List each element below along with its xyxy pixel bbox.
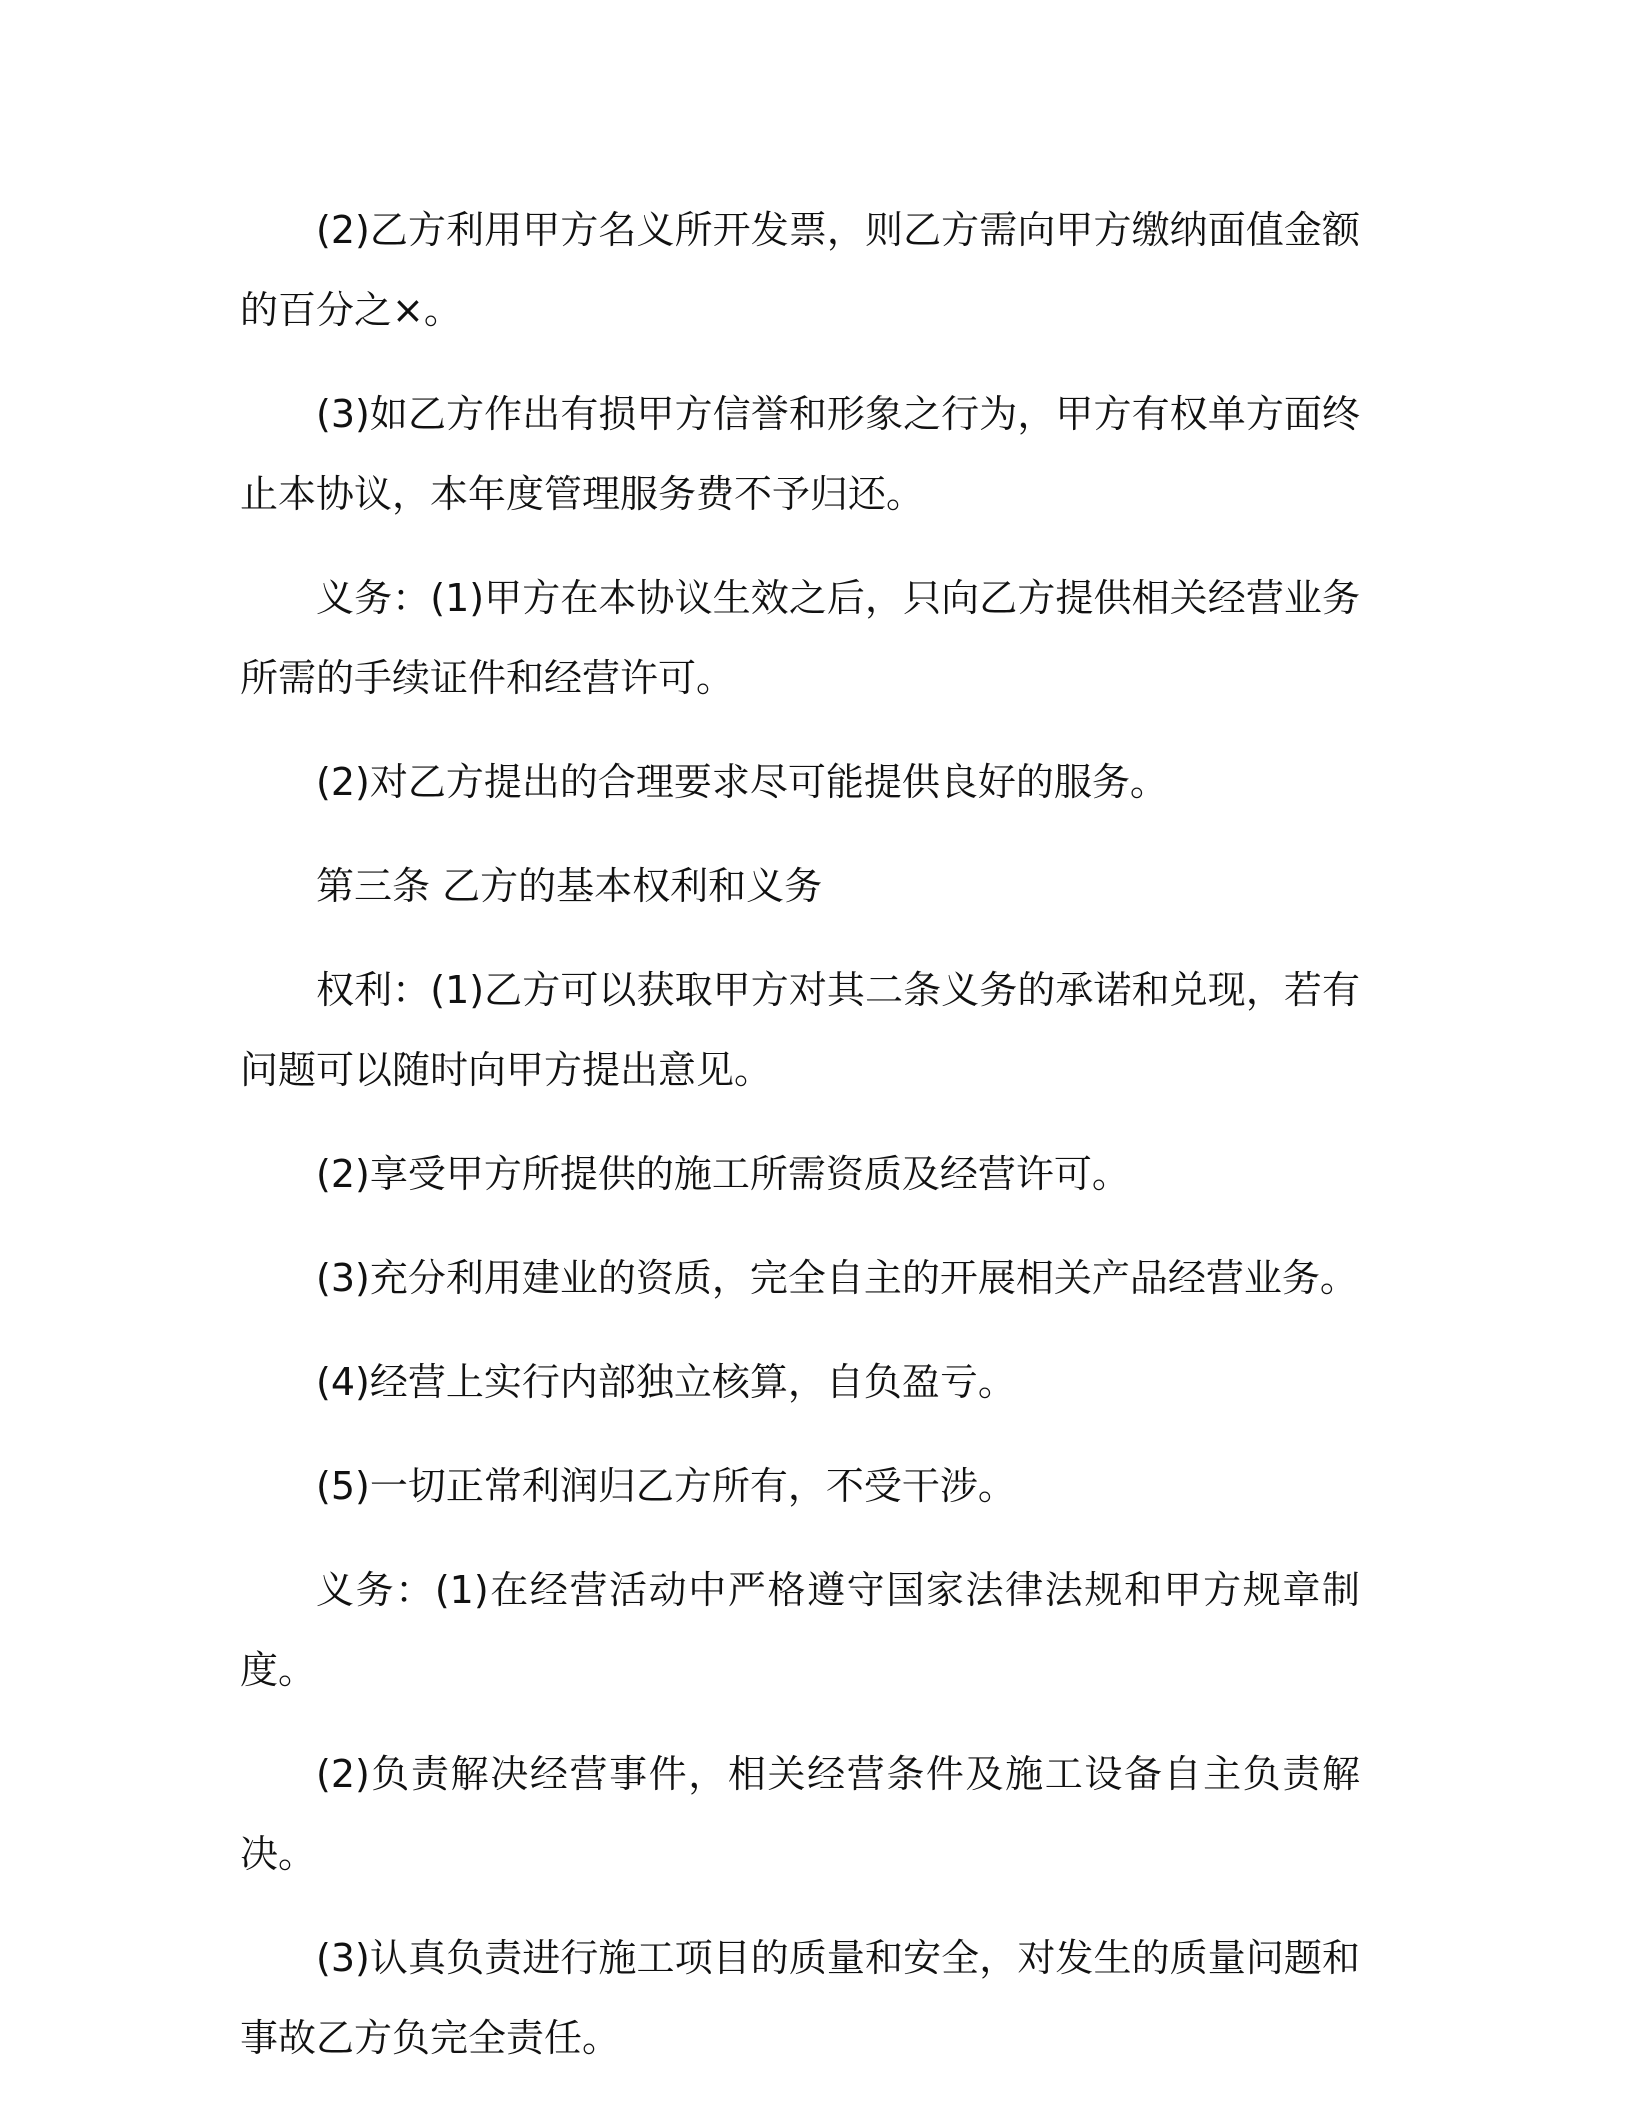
paragraph-termination: (3)如乙方作出有损甲方信誉和形象之行为，甲方有权单方面终止本协议，本年度管理服务费不予归还。 xyxy=(240,392,1360,516)
paragraph-party-b-obligation-2: (2)负责解决经营事件，相关经营条件及施工设备自主负责解决。 xyxy=(240,1752,1360,1876)
paragraph-party-b-right-2: (2)享受甲方所提供的施工所需资质及经营许可。 xyxy=(316,1152,1130,1196)
paragraph-party-b-right-1: 权利：(1)乙方可以获取甲方对其二条义务的承诺和兑现，若有问题可以随时向甲方提出意见。 xyxy=(240,968,1360,1092)
paragraph-party-b-right-4: (4)经营上实行内部独立核算，自负盈亏。 xyxy=(316,1360,1016,1404)
document-body xyxy=(240,190,1360,2102)
paragraph-party-b-obligation-1: 义务：(1)在经营活动中严格遵守国家法律法规和甲方规章制度。 xyxy=(240,1568,1360,1692)
paragraph-party-b-obligation-3: (3)认真负责进行施工项目的质量和安全，对发生的质量问题和事故乙方负完全责任。 xyxy=(240,1936,1360,2060)
paragraph-party-b-right-5: (5)一切正常利润归乙方所有，不受干涉。 xyxy=(316,1464,1016,1508)
paragraph-party-a-obligation-1: 义务：(1)甲方在本协议生效之后，只向乙方提供相关经营业务所需的手续证件和经营许可。 xyxy=(240,576,1360,700)
paragraph-invoice-fee: (2)乙方利用甲方名义所开发票，则乙方需向甲方缴纳面值金额的百分之×。 xyxy=(240,208,1360,332)
section-heading-article-3: 第三条 乙方的基本权利和义务 xyxy=(316,864,823,908)
paragraph-party-b-right-3: (3)充分利用建业的资质，完全自主的开展相关产品经营业务。 xyxy=(316,1256,1358,1300)
paragraph-party-a-obligation-2: (2)对乙方提出的合理要求尽可能提供良好的服务。 xyxy=(316,760,1168,804)
